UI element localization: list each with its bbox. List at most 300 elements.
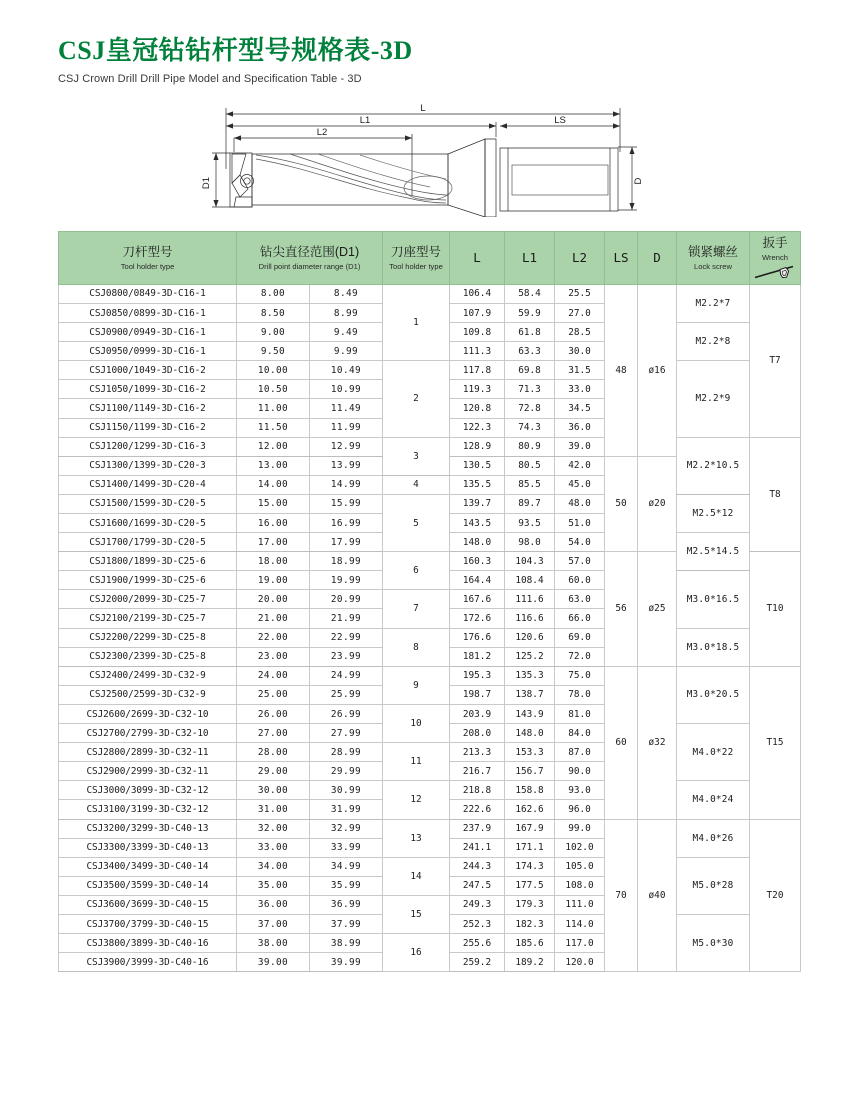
cell-d1-min: 9.00 xyxy=(237,323,310,342)
cell-d1-min: 37.00 xyxy=(237,914,310,933)
table-row xyxy=(59,494,801,513)
cell-L2: 69.0 xyxy=(555,628,605,647)
cell-lock-screw: M2.5*12 xyxy=(677,494,750,532)
cell-d1-min: 27.00 xyxy=(237,724,310,743)
cell-LS: 56 xyxy=(605,552,638,667)
cell-lock-screw: M4.0*22 xyxy=(677,724,750,781)
cell-lock-screw: M3.0*20.5 xyxy=(677,666,750,723)
cell-model: CSJ3200/3299-3D-C40-13 xyxy=(59,819,237,838)
cell-L1: 156.7 xyxy=(505,762,555,781)
cell-d1-min: 33.00 xyxy=(237,838,310,857)
cell-L1: 182.3 xyxy=(505,914,555,933)
cell-L1: 171.1 xyxy=(505,838,555,857)
cell-tool-seat-type: 9 xyxy=(383,666,450,704)
cell-d1-min: 22.00 xyxy=(237,628,310,647)
cell-L2: 63.0 xyxy=(555,590,605,609)
cell-tool-seat-type: 13 xyxy=(383,819,450,857)
cell-L: 208.0 xyxy=(450,724,505,743)
cell-L2: 78.0 xyxy=(555,685,605,704)
table-row xyxy=(59,437,801,456)
cell-L1: 138.7 xyxy=(505,685,555,704)
cell-L2: 39.0 xyxy=(555,437,605,456)
cell-L2: 57.0 xyxy=(555,552,605,571)
cell-L: 135.5 xyxy=(450,475,505,494)
cell-d1-max: 28.99 xyxy=(310,743,383,762)
cell-L2: 28.5 xyxy=(555,323,605,342)
cell-model: CSJ0800/0849-3D-C16-1 xyxy=(59,284,237,303)
cell-d1-min: 8.50 xyxy=(237,303,310,322)
cell-L1: 71.3 xyxy=(505,380,555,399)
cell-model: CSJ2600/2699-3D-C32-10 xyxy=(59,704,237,723)
cell-model: CSJ1200/1299-3D-C16-3 xyxy=(59,437,237,456)
cell-d1-max: 18.99 xyxy=(310,552,383,571)
col-header-LS: LS xyxy=(605,231,638,284)
cell-L1: 153.3 xyxy=(505,743,555,762)
cell-L2: 114.0 xyxy=(555,914,605,933)
cell-d1-max: 16.99 xyxy=(310,514,383,533)
cell-d1-max: 9.49 xyxy=(310,323,383,342)
col-header-tool-seat-type xyxy=(383,231,450,284)
cell-d1-min: 16.00 xyxy=(237,514,310,533)
cell-model: CSJ0950/0999-3D-C16-1 xyxy=(59,342,237,361)
cell-d1-min: 28.00 xyxy=(237,743,310,762)
cell-L: 143.5 xyxy=(450,514,505,533)
cell-L2: 105.0 xyxy=(555,857,605,876)
table-row xyxy=(59,361,801,380)
cell-d1-min: 19.00 xyxy=(237,571,310,590)
cell-model: CSJ2200/2299-3D-C25-8 xyxy=(59,628,237,647)
cell-L1: 89.7 xyxy=(505,494,555,513)
cell-L1: 98.0 xyxy=(505,533,555,552)
cell-model: CSJ2400/2499-3D-C32-9 xyxy=(59,666,237,685)
cell-L2: 120.0 xyxy=(555,953,605,972)
cell-L1: 120.6 xyxy=(505,628,555,647)
cell-d1-max: 36.99 xyxy=(310,895,383,914)
cell-L1: 108.4 xyxy=(505,571,555,590)
cell-d1-max: 10.99 xyxy=(310,380,383,399)
cell-L: 222.6 xyxy=(450,800,505,819)
cell-d1-max: 26.99 xyxy=(310,704,383,723)
cell-L: 109.8 xyxy=(450,323,505,342)
cell-lock-screw: M4.0*26 xyxy=(677,819,750,857)
cell-d1-max: 21.99 xyxy=(310,609,383,628)
cell-d1-max: 8.49 xyxy=(310,284,383,303)
cell-L: 148.0 xyxy=(450,533,505,552)
cell-model: CSJ0850/0899-3D-C16-1 xyxy=(59,303,237,322)
cell-L2: 54.0 xyxy=(555,533,605,552)
cell-d1-min: 12.00 xyxy=(237,437,310,456)
cell-d1-min: 15.00 xyxy=(237,494,310,513)
cell-L: 107.9 xyxy=(450,303,505,322)
cell-d1-max: 15.99 xyxy=(310,494,383,513)
cell-model: CSJ3900/3999-3D-C40-16 xyxy=(59,953,237,972)
col-header-en: Lock screw xyxy=(694,261,732,271)
cell-d1-min: 24.00 xyxy=(237,666,310,685)
cell-tool-seat-type: 1 xyxy=(383,284,450,360)
col-header-drill-point-diameter-range xyxy=(237,231,383,284)
cell-model: CSJ2800/2899-3D-C32-11 xyxy=(59,743,237,762)
cell-tool-seat-type: 5 xyxy=(383,494,450,551)
cell-L1: 143.9 xyxy=(505,704,555,723)
cell-L1: 174.3 xyxy=(505,857,555,876)
cell-d1-min: 10.00 xyxy=(237,361,310,380)
cell-L2: 31.5 xyxy=(555,361,605,380)
cell-d1-max: 13.99 xyxy=(310,456,383,475)
cell-L1: 177.5 xyxy=(505,876,555,895)
cell-L: 111.3 xyxy=(450,342,505,361)
cell-L: 252.3 xyxy=(450,914,505,933)
cell-model: CSJ1800/1899-3D-C25-6 xyxy=(59,552,237,571)
cell-L1: 72.8 xyxy=(505,399,555,418)
cell-model: CSJ0900/0949-3D-C16-1 xyxy=(59,323,237,342)
cell-d1-min: 11.00 xyxy=(237,399,310,418)
cell-L: 160.3 xyxy=(450,552,505,571)
cell-L2: 75.0 xyxy=(555,666,605,685)
cell-L2: 42.0 xyxy=(555,456,605,475)
cell-L2: 36.0 xyxy=(555,418,605,437)
cell-model: CSJ3400/3499-3D-C40-14 xyxy=(59,857,237,876)
cell-d1-min: 20.00 xyxy=(237,590,310,609)
cell-d1-min: 17.00 xyxy=(237,533,310,552)
cell-L2: 93.0 xyxy=(555,781,605,800)
cell-d1-max: 30.99 xyxy=(310,781,383,800)
cell-L: 172.6 xyxy=(450,609,505,628)
dim-label-D1: D1 xyxy=(201,176,212,189)
table-row xyxy=(59,781,801,800)
cell-tool-seat-type: 3 xyxy=(383,437,450,475)
table-body xyxy=(59,284,801,971)
cell-lock-screw: M2.2*7 xyxy=(677,284,750,322)
col-header-en: Wrench xyxy=(761,253,789,263)
cell-model: CSJ2700/2799-3D-C32-10 xyxy=(59,724,237,743)
cell-d1-max: 19.99 xyxy=(310,571,383,590)
cell-d1-min: 25.00 xyxy=(237,685,310,704)
cell-L2: 90.0 xyxy=(555,762,605,781)
cell-D: ø32 xyxy=(638,666,677,819)
cell-D: ø25 xyxy=(638,552,677,667)
cell-d1-max: 39.99 xyxy=(310,953,383,972)
cell-lock-screw: M3.0*18.5 xyxy=(677,628,750,666)
cell-d1-min: 31.00 xyxy=(237,800,310,819)
cell-L2: 60.0 xyxy=(555,571,605,590)
cell-d1-max: 27.99 xyxy=(310,724,383,743)
col-header-D: D xyxy=(638,231,677,284)
cell-d1-max: 31.99 xyxy=(310,800,383,819)
wrench-icon xyxy=(753,264,797,280)
cell-tool-seat-type: 4 xyxy=(383,475,450,494)
cell-wrench: T7 xyxy=(750,284,801,437)
cell-L1: 63.3 xyxy=(505,342,555,361)
cell-L2: 45.0 xyxy=(555,475,605,494)
cell-lock-screw: M2.2*8 xyxy=(677,323,750,361)
cell-d1-min: 39.00 xyxy=(237,953,310,972)
cell-L: 119.3 xyxy=(450,380,505,399)
cell-d1-min: 9.50 xyxy=(237,342,310,361)
cell-d1-max: 11.99 xyxy=(310,418,383,437)
col-header-cn: 刀座型号 xyxy=(390,244,441,259)
specification-table-wrap xyxy=(0,219,850,972)
cell-L: 259.2 xyxy=(450,953,505,972)
cell-L: 130.5 xyxy=(450,456,505,475)
cell-model: CSJ1150/1199-3D-C16-2 xyxy=(59,418,237,437)
cell-L2: 34.5 xyxy=(555,399,605,418)
cell-model: CSJ1100/1149-3D-C16-2 xyxy=(59,399,237,418)
cell-d1-max: 23.99 xyxy=(310,647,383,666)
cell-d1-min: 11.50 xyxy=(237,418,310,437)
cell-L1: 111.6 xyxy=(505,590,555,609)
cell-L1: 93.5 xyxy=(505,514,555,533)
cell-d1-max: 17.99 xyxy=(310,533,383,552)
cell-model: CSJ3700/3799-3D-C40-15 xyxy=(59,914,237,933)
table-row xyxy=(59,284,801,303)
cell-d1-min: 14.00 xyxy=(237,475,310,494)
cell-L2: 87.0 xyxy=(555,743,605,762)
cell-d1-max: 10.49 xyxy=(310,361,383,380)
cell-d1-min: 18.00 xyxy=(237,552,310,571)
cell-L2: 25.5 xyxy=(555,284,605,303)
cell-d1-min: 13.00 xyxy=(237,456,310,475)
cell-tool-seat-type: 11 xyxy=(383,743,450,781)
cell-model: CSJ3000/3099-3D-C32-12 xyxy=(59,781,237,800)
cell-L2: 48.0 xyxy=(555,494,605,513)
cell-d1-min: 29.00 xyxy=(237,762,310,781)
cell-model: CSJ2100/2199-3D-C25-7 xyxy=(59,609,237,628)
cell-LS: 70 xyxy=(605,819,638,972)
cell-d1-min: 21.00 xyxy=(237,609,310,628)
cell-model: CSJ1300/1399-3D-C20-3 xyxy=(59,456,237,475)
specification-table xyxy=(58,231,801,972)
cell-wrench: T8 xyxy=(750,437,801,552)
cell-d1-max: 20.99 xyxy=(310,590,383,609)
cell-L1: 80.5 xyxy=(505,456,555,475)
dim-label-L1: L1 xyxy=(359,114,371,126)
cell-tool-seat-type: 12 xyxy=(383,781,450,819)
cell-d1-max: 29.99 xyxy=(310,762,383,781)
cell-d1-max: 22.99 xyxy=(310,628,383,647)
cell-d1-min: 10.50 xyxy=(237,380,310,399)
cell-L: 213.3 xyxy=(450,743,505,762)
cell-LS: 50 xyxy=(605,456,638,551)
cell-L: 249.3 xyxy=(450,895,505,914)
cell-L2: 27.0 xyxy=(555,303,605,322)
cell-L2: 30.0 xyxy=(555,342,605,361)
cell-L: 198.7 xyxy=(450,685,505,704)
drill-drawing-svg xyxy=(200,97,650,217)
cell-model: CSJ3500/3599-3D-C40-14 xyxy=(59,876,237,895)
cell-L: 106.4 xyxy=(450,284,505,303)
cell-L2: 96.0 xyxy=(555,800,605,819)
table-row xyxy=(59,666,801,685)
cell-L: 216.7 xyxy=(450,762,505,781)
cell-L2: 102.0 xyxy=(555,838,605,857)
cell-L2: 111.0 xyxy=(555,895,605,914)
cell-d1-max: 24.99 xyxy=(310,666,383,685)
cell-tool-seat-type: 15 xyxy=(383,895,450,933)
col-header-en: Tool holder type xyxy=(389,261,443,271)
table-row xyxy=(59,819,801,838)
cell-D: ø16 xyxy=(638,284,677,456)
cell-L1: 148.0 xyxy=(505,724,555,743)
cell-d1-min: 36.00 xyxy=(237,895,310,914)
cell-d1-min: 35.00 xyxy=(237,876,310,895)
cell-d1-min: 8.00 xyxy=(237,284,310,303)
cell-wrench: T15 xyxy=(750,666,801,819)
cell-L1: 179.3 xyxy=(505,895,555,914)
cell-L2: 84.0 xyxy=(555,724,605,743)
cell-L1: 125.2 xyxy=(505,647,555,666)
cell-model: CSJ1600/1699-3D-C20-5 xyxy=(59,514,237,533)
cell-L: 176.6 xyxy=(450,628,505,647)
col-header-en: Tool holder type xyxy=(120,261,175,271)
cell-L: 241.1 xyxy=(450,838,505,857)
cell-L: 181.2 xyxy=(450,647,505,666)
cell-tool-seat-type: 16 xyxy=(383,934,450,972)
col-header-lock-screw xyxy=(677,231,750,284)
cell-d1-max: 14.99 xyxy=(310,475,383,494)
cell-L1: 85.5 xyxy=(505,475,555,494)
cell-d1-max: 34.99 xyxy=(310,857,383,876)
cell-model: CSJ3600/3699-3D-C40-15 xyxy=(59,895,237,914)
cell-d1-min: 32.00 xyxy=(237,819,310,838)
table-row xyxy=(59,628,801,647)
cell-d1-min: 34.00 xyxy=(237,857,310,876)
table-header-row xyxy=(59,231,801,284)
cell-model: CSJ1000/1049-3D-C16-2 xyxy=(59,361,237,380)
col-header-cn: 刀杆型号 xyxy=(122,244,173,259)
cell-d1-max: 35.99 xyxy=(310,876,383,895)
cell-L2: 108.0 xyxy=(555,876,605,895)
cell-L: 247.5 xyxy=(450,876,505,895)
col-header-cn: 锁紧螺丝 xyxy=(687,244,738,259)
cell-D: ø40 xyxy=(638,819,677,972)
cell-L: 255.6 xyxy=(450,934,505,953)
cell-d1-max: 11.49 xyxy=(310,399,383,418)
dim-label-L2: L2 xyxy=(316,126,328,138)
col-header-wrench xyxy=(750,231,801,284)
cell-lock-screw: M5.0*30 xyxy=(677,914,750,971)
cell-d1-min: 30.00 xyxy=(237,781,310,800)
cell-L: 122.3 xyxy=(450,418,505,437)
cell-L1: 69.8 xyxy=(505,361,555,380)
col-header-cn: 扳手 xyxy=(762,236,788,251)
dim-label-D: D xyxy=(633,177,644,185)
col-header-L2: L2 xyxy=(555,231,605,284)
cell-L1: 116.6 xyxy=(505,609,555,628)
cell-L1: 135.3 xyxy=(505,666,555,685)
cell-lock-screw: M2.2*9 xyxy=(677,361,750,437)
cell-L1: 185.6 xyxy=(505,934,555,953)
cell-L1: 58.4 xyxy=(505,284,555,303)
page-subtitle: CSJ Crown Drill Drill Pipe Model and Specification Table - 3D xyxy=(58,72,362,85)
cell-L: 120.8 xyxy=(450,399,505,418)
cell-L2: 72.0 xyxy=(555,647,605,666)
cell-lock-screw: M2.2*10.5 xyxy=(677,437,750,494)
cell-D: ø20 xyxy=(638,456,677,551)
cell-L: 218.8 xyxy=(450,781,505,800)
cell-d1-max: 32.99 xyxy=(310,819,383,838)
cell-model: CSJ2900/2999-3D-C32-11 xyxy=(59,762,237,781)
cell-tool-seat-type: 10 xyxy=(383,704,450,742)
cell-L1: 104.3 xyxy=(505,552,555,571)
cell-L2: 51.0 xyxy=(555,514,605,533)
dim-label-LS: LS xyxy=(554,114,566,126)
cell-wrench: T20 xyxy=(750,819,801,972)
cell-L1: 167.9 xyxy=(505,819,555,838)
cell-model: CSJ1400/1499-3D-C20-4 xyxy=(59,475,237,494)
cell-d1-max: 33.99 xyxy=(310,838,383,857)
col-header-L1: L1 xyxy=(505,231,555,284)
cell-d1-max: 25.99 xyxy=(310,685,383,704)
cell-model: CSJ2000/2099-3D-C25-7 xyxy=(59,590,237,609)
cell-L: 244.3 xyxy=(450,857,505,876)
cell-d1-min: 23.00 xyxy=(237,647,310,666)
cell-L: 128.9 xyxy=(450,437,505,456)
cell-L1: 162.6 xyxy=(505,800,555,819)
cell-d1-max: 37.99 xyxy=(310,914,383,933)
cell-model: CSJ2300/2399-3D-C25-8 xyxy=(59,647,237,666)
cell-L1: 189.2 xyxy=(505,953,555,972)
drill-dimension-diagram xyxy=(0,97,850,219)
table-row xyxy=(59,857,801,876)
cell-L: 203.9 xyxy=(450,704,505,723)
cell-L: 195.3 xyxy=(450,666,505,685)
cell-d1-min: 26.00 xyxy=(237,704,310,723)
cell-d1-max: 9.99 xyxy=(310,342,383,361)
cell-lock-screw: M2.5*14.5 xyxy=(677,533,750,571)
col-header-L: L xyxy=(450,231,505,284)
cell-L2: 81.0 xyxy=(555,704,605,723)
cell-tool-seat-type: 2 xyxy=(383,361,450,437)
cell-model: CSJ2500/2599-3D-C32-9 xyxy=(59,685,237,704)
cell-L: 164.4 xyxy=(450,571,505,590)
table-header xyxy=(59,231,801,284)
cell-model: CSJ1050/1099-3D-C16-2 xyxy=(59,380,237,399)
cell-L1: 61.8 xyxy=(505,323,555,342)
cell-L1: 158.8 xyxy=(505,781,555,800)
cell-L1: 80.9 xyxy=(505,437,555,456)
cell-lock-screw: M3.0*16.5 xyxy=(677,571,750,628)
page-title-block xyxy=(0,0,850,85)
cell-L: 167.6 xyxy=(450,590,505,609)
cell-model: CSJ1700/1799-3D-C20-5 xyxy=(59,533,237,552)
cell-L2: 99.0 xyxy=(555,819,605,838)
cell-lock-screw: M5.0*28 xyxy=(677,857,750,914)
cell-tool-seat-type: 6 xyxy=(383,552,450,590)
cell-d1-max: 8.99 xyxy=(310,303,383,322)
cell-wrench: T10 xyxy=(750,552,801,667)
cell-LS: 48 xyxy=(605,284,638,456)
cell-tool-seat-type: 14 xyxy=(383,857,450,895)
col-header-cn: 钻尖直径范围(D1) xyxy=(259,244,360,259)
cell-L1: 59.9 xyxy=(505,303,555,322)
dim-label-L: L xyxy=(420,102,426,114)
page-title: CSJ皇冠钻钻杆型号规格表-3D xyxy=(58,36,413,65)
cell-d1-min: 38.00 xyxy=(237,934,310,953)
cell-L: 139.7 xyxy=(450,494,505,513)
cell-L2: 66.0 xyxy=(555,609,605,628)
cell-L2: 117.0 xyxy=(555,934,605,953)
cell-model: CSJ1500/1599-3D-C20-5 xyxy=(59,494,237,513)
cell-d1-max: 38.99 xyxy=(310,934,383,953)
cell-tool-seat-type: 8 xyxy=(383,628,450,666)
col-header-tool-holder-type xyxy=(59,231,237,284)
cell-model: CSJ3800/3899-3D-C40-16 xyxy=(59,934,237,953)
cell-L1: 74.3 xyxy=(505,418,555,437)
cell-lock-screw: M4.0*24 xyxy=(677,781,750,819)
col-header-en: Drill point diameter range (D1) xyxy=(258,261,361,271)
cell-L2: 33.0 xyxy=(555,380,605,399)
cell-tool-seat-type: 7 xyxy=(383,590,450,628)
